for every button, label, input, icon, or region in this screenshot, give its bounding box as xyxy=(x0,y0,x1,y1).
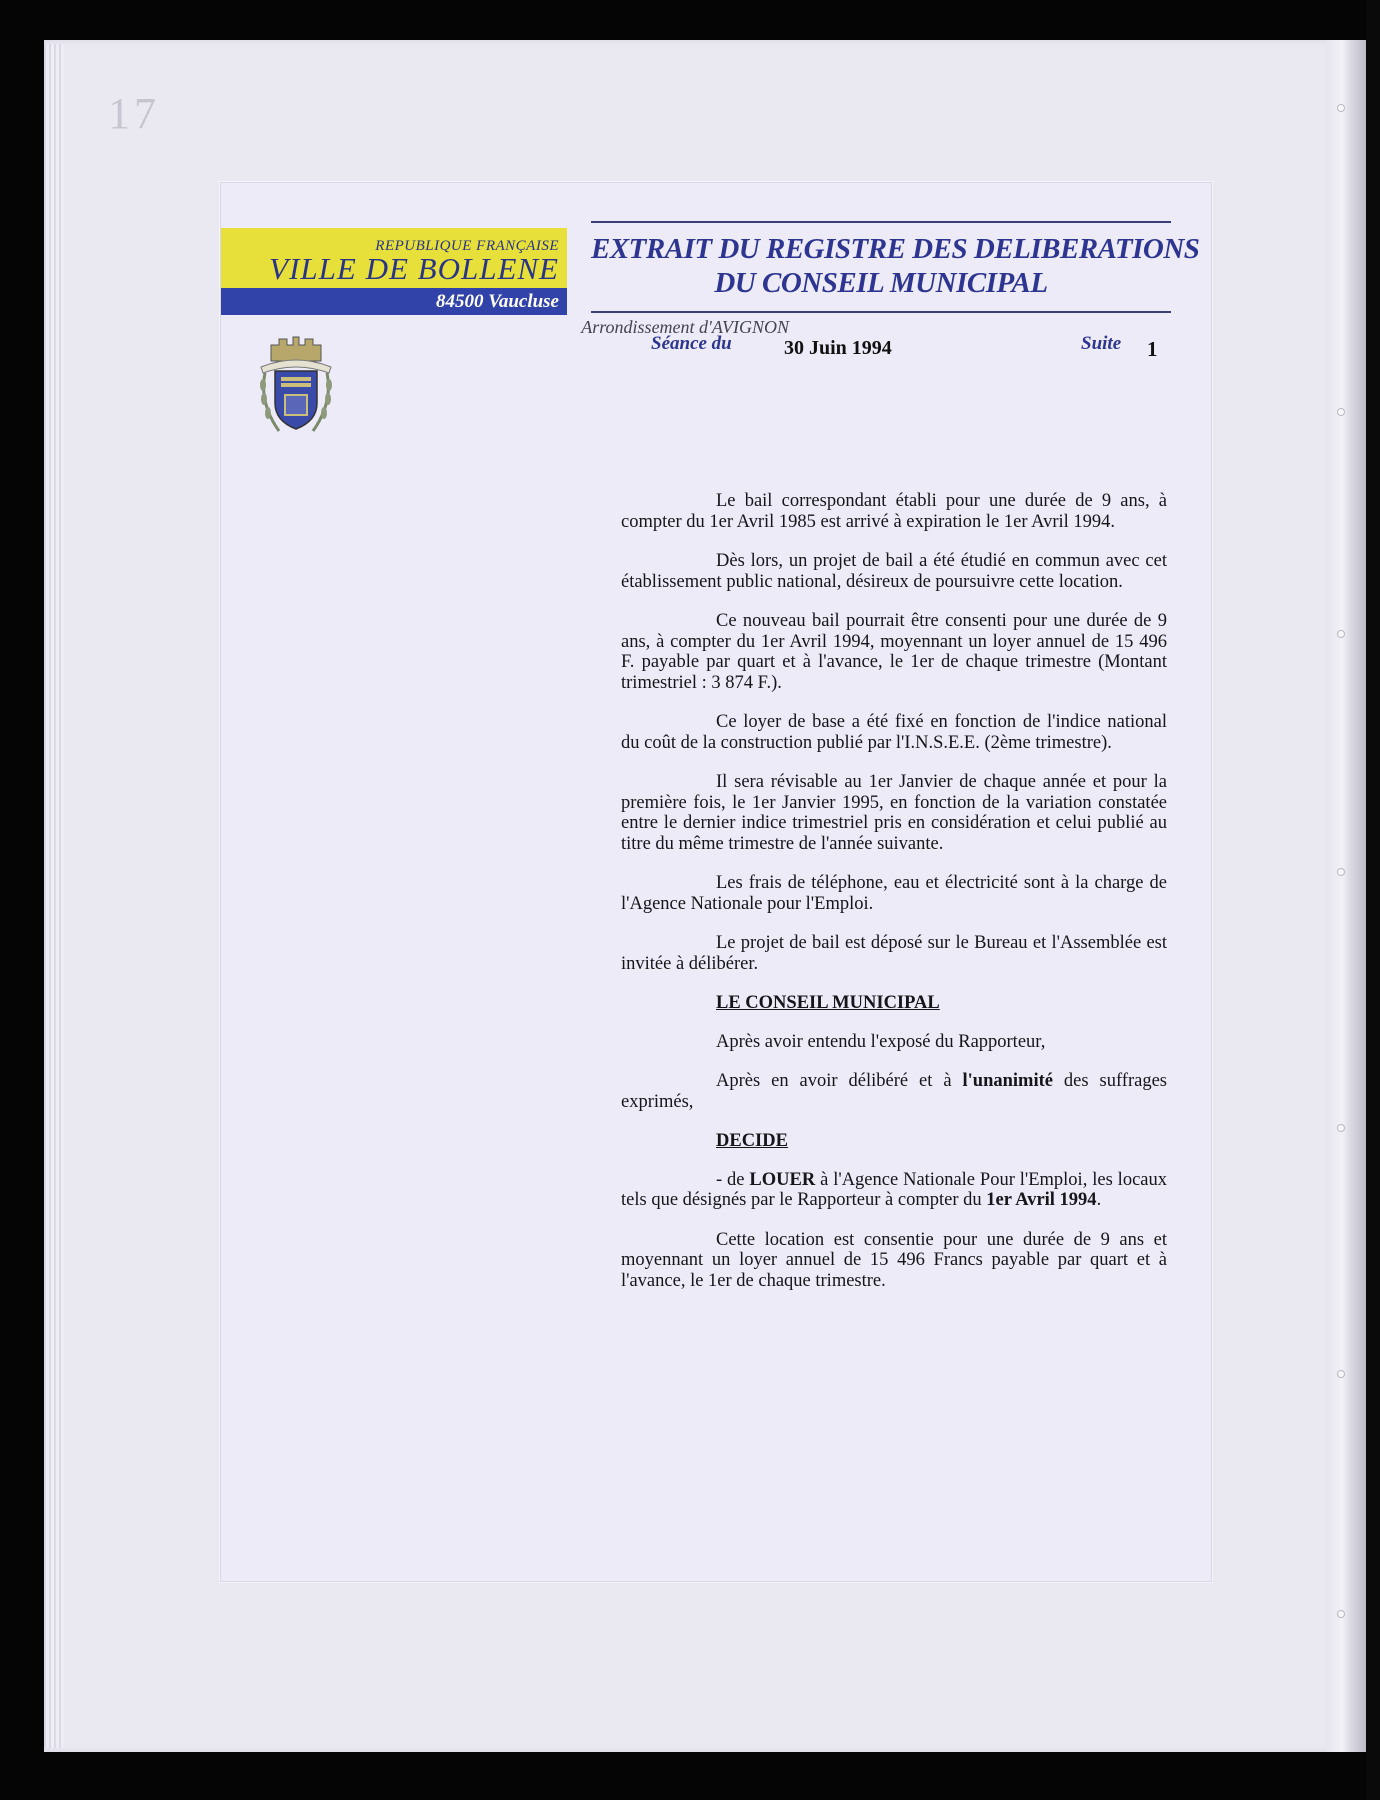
title-top-rule xyxy=(591,221,1171,223)
date-bold: 1er Avril 1994 xyxy=(986,1190,1097,1210)
unanimite-bold: l'unanimité xyxy=(962,1071,1053,1091)
text-run: à l'Agence Nationale Pour l'Emploi, les locaux tels que désignés par le Rapporteur à compter du xyxy=(621,1169,1167,1210)
title-bottom-rule xyxy=(591,311,1171,313)
deliberation-sheet xyxy=(220,182,1212,1582)
paragraph: Le projet de bail est déposé sur le Bureau et l'Assemblée est invitée à délibérer. xyxy=(621,933,1167,974)
binding-stitch xyxy=(1337,1370,1345,1378)
paragraph: Ce loyer de base a été fixé en fonction de l'indice national du coût de la construction publié par l'I.N.S.E.E. (2ème trimestre). xyxy=(621,712,1167,753)
page-stack-edge xyxy=(44,44,64,1748)
text-run: Après en avoir délibéré et à xyxy=(716,1071,963,1091)
binding-stitch xyxy=(1337,104,1345,112)
text-run: . xyxy=(1096,1190,1102,1210)
paragraph xyxy=(621,1170,1167,1211)
republique-label: REPUBLIQUE FRANÇAISE xyxy=(375,238,559,254)
town-name: VILLE DE BOLLENE xyxy=(269,251,559,286)
pencil-folio-number: 17 xyxy=(108,89,160,138)
header-yellow-band xyxy=(221,228,567,288)
seance-label: Séance du xyxy=(651,333,732,354)
seance-date: 30 Juin 1994 xyxy=(784,337,892,359)
binding-stitch xyxy=(1337,1124,1345,1132)
arrondissement-label: Arrondissement d'AVIGNON xyxy=(581,317,789,337)
postal-code: 84500 Vaucluse xyxy=(436,291,559,312)
binding-stitch xyxy=(1337,1610,1345,1618)
paragraph: Dès lors, un projet de bail a été étudié en commun avec cet établissement public national, désireux de poursuivre cette location. xyxy=(621,551,1167,592)
text-run: - de xyxy=(716,1169,750,1190)
document-title-line1: EXTRAIT DU REGISTRE DES DELIBERATIONS xyxy=(591,233,1200,265)
binding-stitch xyxy=(1337,630,1345,638)
bollene-coat-of-arms-icon xyxy=(257,333,335,439)
binding-stitch xyxy=(1337,408,1345,416)
paragraph: Le bail correspondant établi pour une durée de 9 ans, à compter du 1er Avril 1985 est arrivé à expiration le 1er Avril 1994. xyxy=(621,491,1167,532)
paragraph: Cette location est consentie pour une durée de 9 ans et moyennant un loyer annuel de 15 496 Francs payable par quart et à l'avance, le 1er de chaque trimestre. xyxy=(621,1229,1167,1291)
decide-heading: DECIDE xyxy=(716,1131,788,1151)
book-spine xyxy=(1326,40,1366,1752)
paragraph: Les frais de téléphone, eau et électricité sont à la charge de l'Agence Nationale pour l'Emploi. xyxy=(621,873,1167,914)
paragraph: Après avoir entendu l'exposé du Rapporteur, xyxy=(716,1031,1046,1052)
paragraph xyxy=(621,1071,1167,1112)
deliberation-body xyxy=(621,491,1167,1310)
paragraph: Ce nouveau bail pourrait être consenti pour une durée de 9 ans, à compter du 1er Avril 1994, moyennant un loyer annuel de 15 496 F. payable par quart et à l'avance, le 1er de chaque trimestre (Montant trimestriel : 3 874 F.). xyxy=(621,611,1167,693)
louer-bold: LOUER xyxy=(749,1169,816,1190)
header-blue-band xyxy=(221,288,567,315)
scan-border xyxy=(1366,0,1380,1800)
document-title-line2: DU CONSEIL MUNICIPAL xyxy=(714,267,1048,299)
paragraph: Il sera révisable au 1er Janvier de chaque année et pour la première fois, le 1er Janvier 1995, en fonction de la variation constatée entre le dernier indice trimestriel pris en considération et celui publié au titre du même trimestre de l'année suivante. xyxy=(621,772,1167,854)
conseil-municipal-heading: LE CONSEIL MUNICIPAL xyxy=(716,993,940,1013)
binding-stitch xyxy=(1337,868,1345,876)
suite-number: 1 xyxy=(1147,337,1158,361)
text-run: des suffrages exprimés, xyxy=(621,1071,1167,1112)
suite-label: Suite xyxy=(1081,333,1122,354)
